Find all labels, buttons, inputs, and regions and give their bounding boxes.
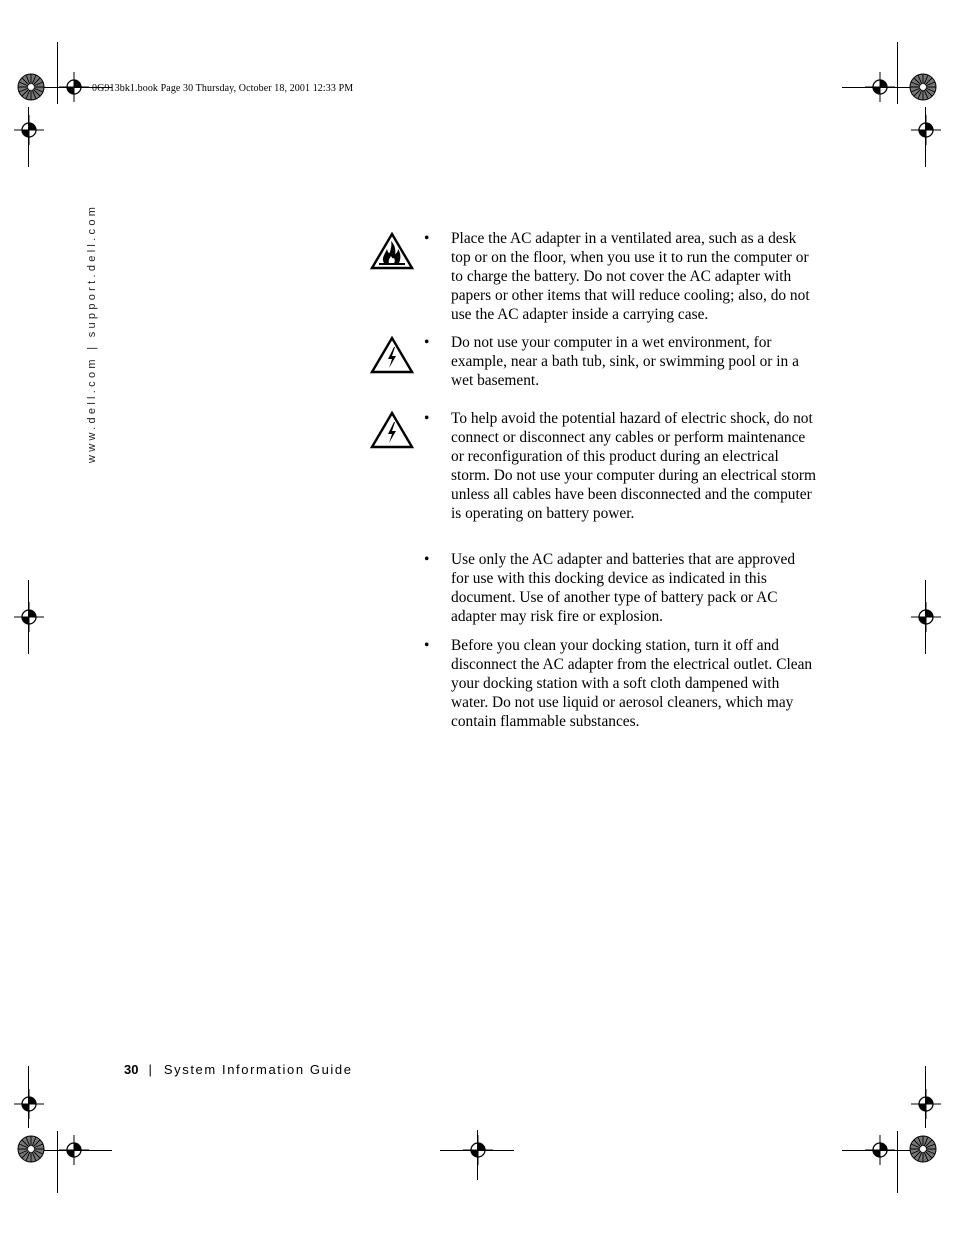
bullet: • bbox=[424, 410, 430, 427]
list-item-text: Before you clean your docking station, turn it off and disconnect the AC adapter from the electrical outlet. Clean your docking station with a soft cloth dampened with water. Do not use liquid or aerosol cleaners, which may contain flammable substances. bbox=[451, 637, 813, 730]
fire-warning-icon bbox=[370, 232, 414, 270]
guide-title: System Information Guide bbox=[163, 1062, 353, 1077]
bullet: • bbox=[424, 334, 430, 351]
registration-mark-icon bbox=[911, 1089, 941, 1119]
crop-line bbox=[57, 42, 58, 104]
list-item bbox=[424, 551, 816, 627]
color-rosette-icon bbox=[909, 1135, 937, 1163]
page-number: 30 bbox=[124, 1062, 139, 1077]
crop-line bbox=[897, 1131, 898, 1193]
color-rosette-icon bbox=[17, 1135, 45, 1163]
registration-mark-icon bbox=[865, 72, 895, 102]
list-item bbox=[424, 334, 816, 391]
list-item-text: Do not use your computer in a wet environment, for example, near a bath tub, sink, or swimming pool or in a wet basement. bbox=[451, 334, 799, 389]
electric-shock-warning-icon bbox=[370, 336, 414, 374]
registration-mark-icon bbox=[59, 72, 89, 102]
registration-mark-icon bbox=[14, 1089, 44, 1119]
print-slug: 0G913bk1.book Page 30 Thursday, October 18, 2001 12:33 PM bbox=[92, 83, 354, 94]
crop-line bbox=[57, 1131, 58, 1193]
list-item-text: Place the AC adapter in a ventilated area, such as a desk top or on the floor, when you use it to run the computer or to charge the battery. Do not cover the AC adapter with papers or other items that will reduce cooling; also, do not use the AC adapter inside a carrying case. bbox=[451, 230, 810, 323]
bullet: • bbox=[424, 230, 430, 247]
registration-mark-icon bbox=[14, 115, 44, 145]
bullet: • bbox=[424, 637, 430, 654]
registration-mark-icon bbox=[911, 602, 941, 632]
bullet: • bbox=[424, 551, 430, 568]
registration-mark-icon bbox=[463, 1135, 493, 1165]
crop-line bbox=[897, 42, 898, 104]
list-item-text: To help avoid the potential hazard of electric shock, do not connect or disconnect any cables or perform maintenance or reconfiguration of this product during an electrical storm. Do not use your computer during an electrical storm unless all cables have been disconnected and the computer is operating on battery power. bbox=[451, 410, 817, 522]
registration-mark-icon bbox=[59, 1135, 89, 1165]
list-item-text: Use only the AC adapter and batteries that are approved for use with this docking device as indicated in this document. Use of another type of battery pack or AC adapter may risk fire or explosion. bbox=[451, 551, 796, 625]
list-item bbox=[424, 410, 816, 523]
color-rosette-icon bbox=[17, 73, 45, 101]
page-footer bbox=[124, 1062, 353, 1077]
registration-mark-icon bbox=[911, 115, 941, 145]
registration-mark-icon bbox=[865, 1135, 895, 1165]
footer-separator: | bbox=[148, 1062, 152, 1077]
list-item bbox=[424, 637, 816, 732]
sidebar-url: www.dell.com | support.dell.com bbox=[86, 203, 98, 463]
electric-shock-warning-icon bbox=[370, 411, 414, 449]
list-item bbox=[424, 230, 816, 325]
registration-mark-icon bbox=[14, 602, 44, 632]
color-rosette-icon bbox=[909, 73, 937, 101]
